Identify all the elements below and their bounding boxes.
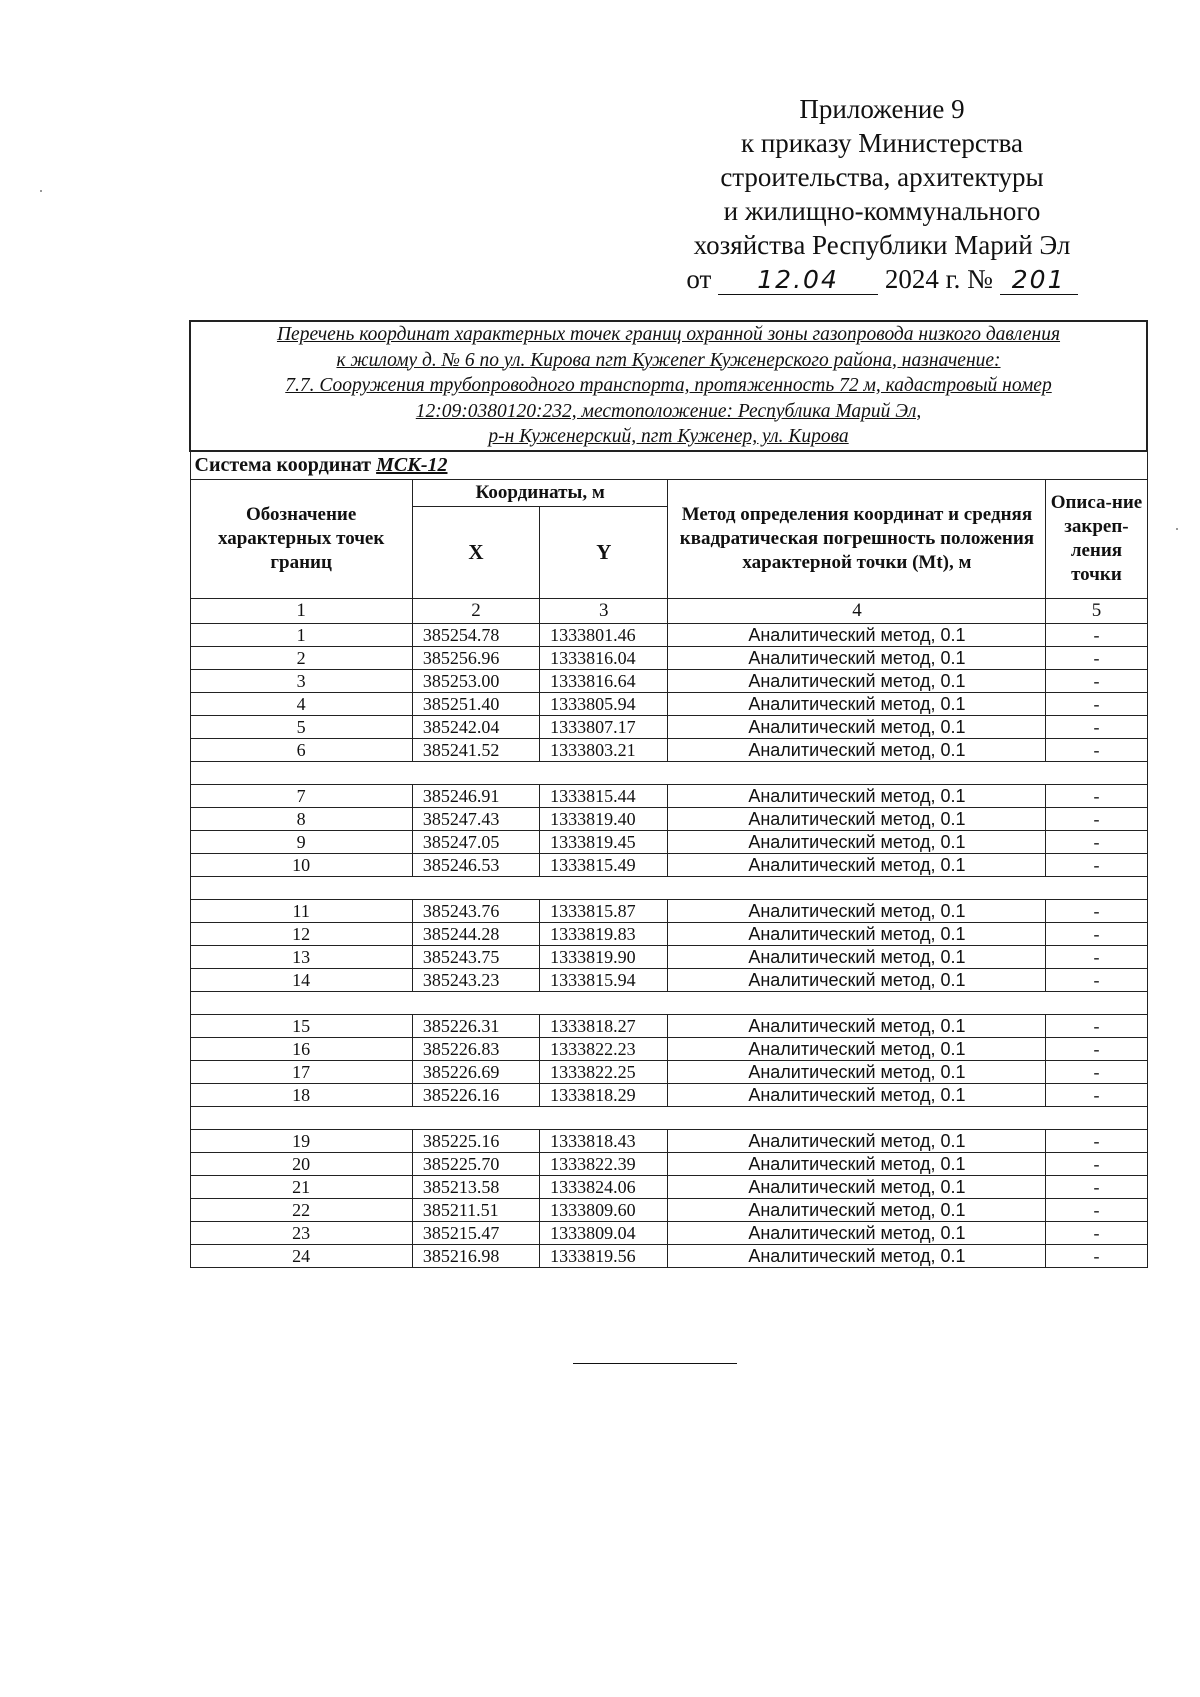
- x-coordinate: 385242.04: [412, 715, 539, 738]
- x-coordinate: 385216.98: [412, 1244, 539, 1267]
- description-cell: -: [1046, 715, 1147, 738]
- description-cell: -: [1046, 807, 1147, 830]
- x-coordinate: 385243.76: [412, 899, 539, 922]
- y-coordinate: 1333822.23: [540, 1037, 668, 1060]
- header-y: Y: [540, 506, 668, 598]
- description-cell: -: [1046, 1152, 1147, 1175]
- x-coordinate: 385213.58: [412, 1175, 539, 1198]
- x-coordinate: 385247.05: [412, 830, 539, 853]
- x-coordinate: 385226.31: [412, 1014, 539, 1037]
- group-separator-row: [190, 761, 1147, 784]
- description-cell: -: [1046, 945, 1147, 968]
- appendix-line: хозяйства Республики Марий Эл: [693, 230, 1071, 260]
- method-cell: Аналитический метод, 0.1: [668, 807, 1046, 830]
- y-coordinate: 1333809.04: [540, 1221, 668, 1244]
- title-line: 7.7. Сооружения трубопроводного транспорта, протяженность 72 м, кадастровый номер: [285, 375, 1052, 396]
- column-number: 3: [540, 598, 668, 623]
- y-coordinate: 1333816.64: [540, 669, 668, 692]
- appendix-line: к приказу Министерства: [740, 128, 1024, 158]
- x-coordinate: 385256.96: [412, 646, 539, 669]
- point-number: 16: [190, 1037, 412, 1060]
- method-cell: Аналитический метод, 0.1: [668, 669, 1046, 692]
- y-coordinate: 1333809.60: [540, 1198, 668, 1221]
- table-row: [190, 1083, 1147, 1106]
- x-coordinate: 385243.75: [412, 945, 539, 968]
- header-designation: Обозначение характерных точек границ: [190, 479, 412, 598]
- y-coordinate: 1333815.87: [540, 899, 668, 922]
- point-number: 7: [190, 784, 412, 807]
- header-x: X: [412, 506, 539, 598]
- description-cell: -: [1046, 623, 1147, 646]
- point-number: 22: [190, 1198, 412, 1221]
- point-number: 4: [190, 692, 412, 715]
- table-row: [190, 1129, 1147, 1152]
- point-number: 24: [190, 1244, 412, 1267]
- point-number: 9: [190, 830, 412, 853]
- x-coordinate: 385211.51: [412, 1198, 539, 1221]
- x-coordinate: 385251.40: [412, 692, 539, 715]
- y-coordinate: 1333819.56: [540, 1244, 668, 1267]
- description-cell: -: [1046, 968, 1147, 991]
- table-row: [190, 1060, 1147, 1083]
- y-coordinate: 1333816.04: [540, 646, 668, 669]
- x-coordinate: 385254.78: [412, 623, 539, 646]
- table-row: [190, 807, 1147, 830]
- x-coordinate: 385215.47: [412, 1221, 539, 1244]
- method-cell: Аналитический метод, 0.1: [668, 738, 1046, 761]
- description-cell: -: [1046, 738, 1147, 761]
- description-cell: -: [1046, 784, 1147, 807]
- method-cell: Аналитический метод, 0.1: [668, 692, 1046, 715]
- y-coordinate: 1333824.06: [540, 1175, 668, 1198]
- method-cell: Аналитический метод, 0.1: [668, 1244, 1046, 1267]
- group-separator: [190, 876, 1147, 899]
- title-line: к жилому д. № 6 по ул. Кирова пгт Кужener Куженерского района, назначение:: [336, 349, 1001, 371]
- scan-speck: [40, 190, 42, 192]
- y-coordinate: 1333815.44: [540, 784, 668, 807]
- appendix-line: Приложение 9: [799, 94, 965, 124]
- method-cell: Аналитический метод, 0.1: [668, 1221, 1046, 1244]
- description-cell: -: [1046, 646, 1147, 669]
- group-separator: [190, 991, 1147, 1014]
- table-row: [190, 853, 1147, 876]
- x-coordinate: 385225.16: [412, 1129, 539, 1152]
- point-number: 6: [190, 738, 412, 761]
- point-number: 8: [190, 807, 412, 830]
- description-cell: -: [1046, 1060, 1147, 1083]
- description-cell: -: [1046, 1198, 1147, 1221]
- date-prefix: от: [686, 264, 712, 294]
- table-row: [190, 1175, 1147, 1198]
- point-number: 10: [190, 853, 412, 876]
- column-number-row: [190, 598, 1147, 623]
- table-row: [190, 738, 1147, 761]
- method-cell: Аналитический метод, 0.1: [668, 1129, 1046, 1152]
- point-number: 2: [190, 646, 412, 669]
- x-coordinate: 385226.16: [412, 1083, 539, 1106]
- coord-system: [190, 451, 1147, 480]
- group-separator-row: [190, 1106, 1147, 1129]
- x-coordinate: 385253.00: [412, 669, 539, 692]
- handwritten-number: 201: [1000, 266, 1078, 295]
- description-cell: -: [1046, 853, 1147, 876]
- table-row: [190, 669, 1147, 692]
- y-coordinate: 1333807.17: [540, 715, 668, 738]
- method-cell: Аналитический метод, 0.1: [668, 830, 1046, 853]
- appendix-date-line: [672, 262, 1092, 296]
- appendix-header: [672, 92, 1092, 296]
- y-coordinate: 1333801.46: [540, 623, 668, 646]
- method-cell: Аналитический метод, 0.1: [668, 1060, 1046, 1083]
- column-number: 1: [190, 598, 412, 623]
- y-coordinate: 1333803.21: [540, 738, 668, 761]
- x-coordinate: 385226.83: [412, 1037, 539, 1060]
- method-cell: Аналитический метод, 0.1: [668, 1037, 1046, 1060]
- x-coordinate: 385243.23: [412, 968, 539, 991]
- method-cell: Аналитический метод, 0.1: [668, 899, 1046, 922]
- method-cell: Аналитический метод, 0.1: [668, 968, 1046, 991]
- y-coordinate: 1333819.40: [540, 807, 668, 830]
- method-cell: Аналитический метод, 0.1: [668, 1175, 1046, 1198]
- title-line: р-н Куженерский, пгт Куженер, ул. Кирова: [488, 426, 849, 447]
- table-row: [190, 922, 1147, 945]
- header-coordinates: Координаты, м: [412, 479, 668, 506]
- table-title-row: [190, 321, 1147, 451]
- description-cell: -: [1046, 1083, 1147, 1106]
- description-cell: -: [1046, 1175, 1147, 1198]
- point-number: 23: [190, 1221, 412, 1244]
- column-number: 2: [412, 598, 539, 623]
- header-description: Описа-ние закреп-ления точки: [1046, 479, 1147, 598]
- x-coordinate: 385226.69: [412, 1060, 539, 1083]
- group-separator-row: [190, 991, 1147, 1014]
- point-number: 21: [190, 1175, 412, 1198]
- method-cell: Аналитический метод, 0.1: [668, 784, 1046, 807]
- description-cell: -: [1046, 922, 1147, 945]
- table-row: [190, 1221, 1147, 1244]
- method-cell: Аналитический метод, 0.1: [668, 853, 1046, 876]
- x-coordinate: 385247.43: [412, 807, 539, 830]
- point-number: 12: [190, 922, 412, 945]
- method-cell: Аналитический метод, 0.1: [668, 646, 1046, 669]
- method-cell: Аналитический метод, 0.1: [668, 922, 1046, 945]
- group-separator: [190, 1106, 1147, 1129]
- point-number: 19: [190, 1129, 412, 1152]
- coord-system-row: [190, 451, 1147, 480]
- footer-divider: [573, 1363, 737, 1364]
- title-line: 12:09:0380120:232, местоположение: Республика Марий Эл,: [415, 400, 922, 422]
- description-cell: -: [1046, 1244, 1147, 1267]
- x-coordinate: 385241.52: [412, 738, 539, 761]
- point-number: 11: [190, 899, 412, 922]
- group-separator-row: [190, 876, 1147, 899]
- y-coordinate: 1333815.49: [540, 853, 668, 876]
- x-coordinate: 385225.70: [412, 1152, 539, 1175]
- description-cell: -: [1046, 692, 1147, 715]
- description-cell: -: [1046, 1037, 1147, 1060]
- description-cell: -: [1046, 899, 1147, 922]
- table-row: [190, 968, 1147, 991]
- y-coordinate: 1333818.43: [540, 1129, 668, 1152]
- x-coordinate: 385244.28: [412, 922, 539, 945]
- table-row: [190, 830, 1147, 853]
- point-number: 3: [190, 669, 412, 692]
- coordinates-table: [189, 320, 1148, 1268]
- y-coordinate: 1333822.25: [540, 1060, 668, 1083]
- table-row: [190, 1198, 1147, 1221]
- y-coordinate: 1333819.45: [540, 830, 668, 853]
- method-cell: Аналитический метод, 0.1: [668, 623, 1046, 646]
- header-method: Метод определения координат и средняя квадратическая погрешность положения характерной точки (Mt), м: [668, 479, 1046, 598]
- description-cell: -: [1046, 1129, 1147, 1152]
- appendix-line: и жилищно-коммунального: [723, 196, 1041, 226]
- appendix-line: строительства, архитектуры: [720, 162, 1044, 192]
- method-cell: Аналитический метод, 0.1: [668, 1014, 1046, 1037]
- point-number: 5: [190, 715, 412, 738]
- column-number: 4: [668, 598, 1046, 623]
- y-coordinate: 1333818.29: [540, 1083, 668, 1106]
- point-number: 20: [190, 1152, 412, 1175]
- description-cell: -: [1046, 830, 1147, 853]
- description-cell: -: [1046, 669, 1147, 692]
- table-row: [190, 1244, 1147, 1267]
- y-coordinate: 1333818.27: [540, 1014, 668, 1037]
- table-row: [190, 646, 1147, 669]
- table-row: [190, 623, 1147, 646]
- y-coordinate: 1333819.83: [540, 922, 668, 945]
- method-cell: Аналитический метод, 0.1: [668, 945, 1046, 968]
- point-number: 17: [190, 1060, 412, 1083]
- handwritten-date: 12.04: [718, 266, 878, 295]
- method-cell: Аналитический метод, 0.1: [668, 1198, 1046, 1221]
- y-coordinate: 1333815.94: [540, 968, 668, 991]
- title-line: Перечень координат характерных точек границ охранной зоны газопровода низкого давления: [276, 324, 1061, 345]
- year-text: 2024 г. №: [884, 264, 993, 294]
- table-row: [190, 1014, 1147, 1037]
- y-coordinate: 1333819.90: [540, 945, 668, 968]
- table-row: [190, 784, 1147, 807]
- point-number: 14: [190, 968, 412, 991]
- table-row: [190, 945, 1147, 968]
- table-row: [190, 1152, 1147, 1175]
- point-number: 15: [190, 1014, 412, 1037]
- table-title: [190, 321, 1147, 451]
- method-cell: Аналитический метод, 0.1: [668, 1152, 1046, 1175]
- x-coordinate: 385246.53: [412, 853, 539, 876]
- y-coordinate: 1333805.94: [540, 692, 668, 715]
- scan-speck: [1176, 528, 1178, 530]
- point-number: 13: [190, 945, 412, 968]
- table-row: [190, 899, 1147, 922]
- header-row: [190, 479, 1147, 506]
- coord-system-value: МСК-12: [376, 453, 448, 476]
- coord-system-label: Система координат: [194, 453, 372, 476]
- table-row: [190, 715, 1147, 738]
- group-separator: [190, 761, 1147, 784]
- method-cell: Аналитический метод, 0.1: [668, 1083, 1046, 1106]
- point-number: 18: [190, 1083, 412, 1106]
- table-row: [190, 692, 1147, 715]
- table-row: [190, 1037, 1147, 1060]
- point-number: 1: [190, 623, 412, 646]
- y-coordinate: 1333822.39: [540, 1152, 668, 1175]
- description-cell: -: [1046, 1014, 1147, 1037]
- column-number: 5: [1046, 598, 1147, 623]
- method-cell: Аналитический метод, 0.1: [668, 715, 1046, 738]
- x-coordinate: 385246.91: [412, 784, 539, 807]
- description-cell: -: [1046, 1221, 1147, 1244]
